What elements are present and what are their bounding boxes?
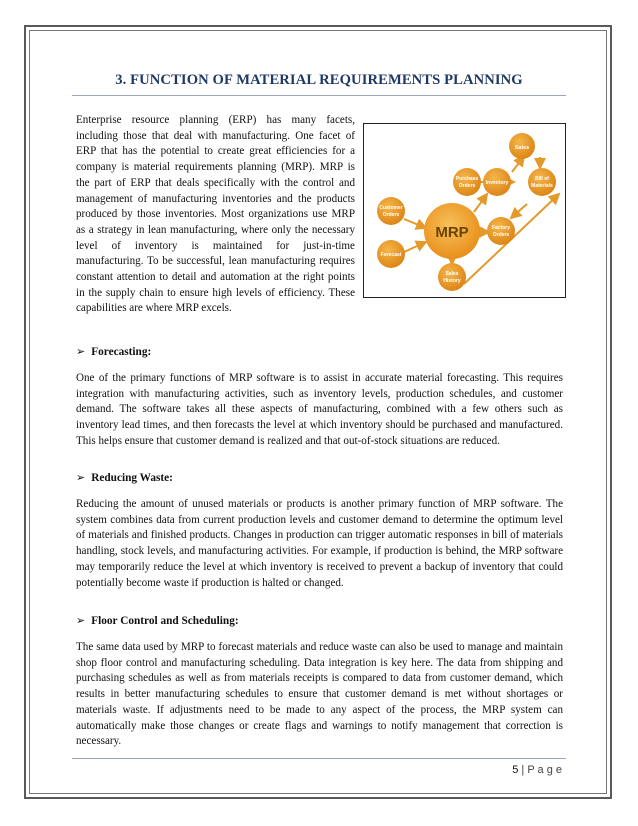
footer-divider [72, 758, 566, 759]
node-purchase-orders [453, 168, 481, 196]
section-heading-label: Floor Control and Scheduling: [91, 614, 239, 627]
footer-separator: | [521, 764, 525, 776]
arrow-bullet-icon: ➢ [76, 346, 86, 358]
svg-text:Sales: Sales [445, 271, 459, 277]
node-customer-orders [377, 197, 405, 225]
mrp-center-label: MRP [435, 224, 469, 241]
svg-text:Orders: Orders [458, 183, 476, 189]
title-divider [72, 95, 566, 96]
intro-paragraph: Enterprise resource planning (ERP) has many facets, including those that deal with manufacturing. One facet of ERP that has the potential to create great efficiencies for a company is material requirements planning (MRP). MRP is the part of ERP that deals specifically with the control and management of manufacturing inventories and the products produced by those inventories. Most organizations use MRP as a strategy in lean manufacturing, where only the necessary level of inventory is maintained for just-in-time manufacturing. To be successful, lean manufacturing requires constant attention to detail and automation at the right points in the supply chain to ensure high levels of efficiency. These capabilities are where MRP excels. [76, 114, 355, 315]
section-heading-label: Forecasting: [91, 345, 152, 358]
section-body-floor-control: The same data used by MRP to forecast materials and reduce waste can also be used to manage and maintain shop floor control and manufacturing scheduling. Data integration is key here. The data from shipping and purchasing schedules as well as from materials receipts is compared to data from customer demand, which results in better manufacturing schedules to ensure that customer demand is met without shortages or materials waste. If adjustments need to be made to any aspect of the process, the MRP system can automatically make those changes or create flags and warnings to notify management that correction is necessary. [76, 641, 563, 748]
svg-text:History: History [443, 278, 461, 284]
section-heading-floor-control [76, 614, 239, 627]
mrp-diagram-svg [364, 124, 567, 299]
svg-text:Inventory: Inventory [485, 180, 509, 186]
mrp-diagram [363, 123, 566, 298]
svg-text:Orders: Orders [492, 232, 510, 238]
svg-text:Bill of: Bill of [535, 176, 549, 182]
page-number: 5 [512, 764, 519, 776]
svg-text:Materials: Materials [531, 183, 553, 189]
arrow-bullet-icon: ➢ [76, 472, 86, 484]
svg-text:Orders: Orders [382, 212, 400, 218]
node-forecast [377, 240, 405, 268]
arrow-bullet-icon: ➢ [76, 615, 86, 627]
svg-text:Factory: Factory [491, 225, 511, 231]
svg-text:Customer: Customer [379, 205, 403, 211]
node-bill-of-materials [528, 168, 556, 196]
svg-text:Purchase: Purchase [455, 176, 479, 182]
section-heading-reducing-waste [76, 471, 173, 484]
node-inventory [483, 168, 511, 196]
node-sales [509, 133, 535, 159]
node-factory-orders [487, 217, 515, 245]
section-heading-forecasting [76, 345, 151, 358]
svg-text:Forecast: Forecast [380, 252, 402, 258]
section-body-reducing-waste: Reducing the amount of unused materials or products is another primary function of MRP software. The system combines data from current production levels and customer demand to determine the optimum level of materials and finished products. Changes in production can trigger automatic responses in bill of materials handling, stock levels, and manufacturing activities. For example, if production is behind, the MRP software may temporarily reduce the level at which inventory is received to prevent a backup of inventory that could potentially become waste if production is halted or changed. [76, 498, 563, 589]
section-heading-label: Reducing Waste: [91, 471, 173, 484]
svg-text:Sales: Sales [514, 145, 530, 151]
section-body-forecasting: One of the primary functions of MRP software is to assist in accurate material forecasting. This requires integration with manufacturing activities, such as inventory levels, production schedules, and customer demand. The software takes all these aspects of manufacturing, combined with a few others such as inventory lead times, and then forecasts the level at which inventory should be purchased and manufactured. This helps ensure that customer demand is realized and that out-of-stock situations are reduced. [76, 372, 563, 447]
page-label: P a g e [527, 764, 562, 776]
page-footer [440, 764, 562, 776]
page-title: 3. FUNCTION OF MATERIAL REQUIREMENTS PLANNING [115, 72, 523, 88]
node-sales-history [438, 263, 466, 291]
